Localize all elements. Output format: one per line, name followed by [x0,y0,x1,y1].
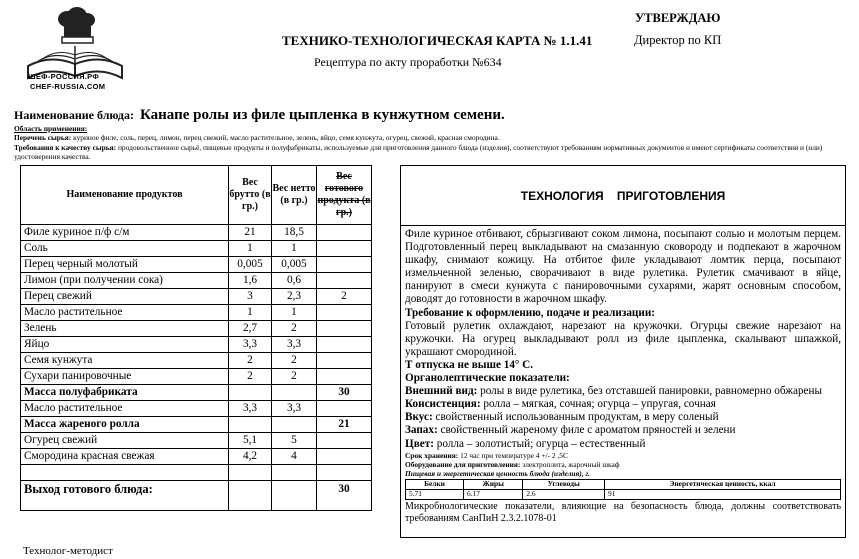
product-name: Яйцо [21,337,229,353]
net-weight: 2 [272,369,317,385]
nutrition-carbs: 2.6 [523,489,605,499]
dish-label: Наименование блюда: [14,108,134,122]
output-value: 30 [317,481,372,511]
ready-weight [317,305,372,321]
net-weight: 1 [272,241,317,257]
output-label: Выход готового блюда: [21,481,229,511]
color-label: Цвет: [405,437,434,450]
quality-requirements [14,143,840,161]
product-name: Масло растительное [21,401,229,417]
output-row [21,481,372,511]
smell-label: Запах: [405,424,438,437]
taste-text: свойственный использованным продуктам, в меру соленый [435,411,719,424]
ready-weight: 21 [317,417,372,433]
gross-weight: 0,005 [229,257,272,273]
product-name: Лимон (при получении сока) [21,273,229,289]
dish-line [14,107,505,124]
table-row [21,417,372,433]
nutrition-header-fat: Жиры [464,479,523,489]
req-text: продовольственное сырьё, пищевые продукты и полуфабрикаты, используемые для приготовления данного блюда (изделия), соответствуют требованиям нормативных документов и имеют сертификаты соответствия и (или) удостоверения качества. [14,143,823,162]
net-weight: 4 [272,449,317,465]
empty-cell [21,465,229,481]
microbiology-text: Микробиологические показатели, влияющие на безопасность блюда, должны соответствовать требованиям СанПиН 2.3.2.1078-01 [405,500,841,524]
table-row [21,257,372,273]
ready-weight [317,449,372,465]
nutrition-table [405,479,841,500]
table-row [21,321,372,337]
smell-line [405,424,841,437]
consistency-line [405,398,841,411]
nutrition-header-protein: Белки [406,479,464,489]
consistency-text: ролла – мягкая, сочная; огурца – упругая, сочная [483,398,716,411]
table-row-empty [21,465,372,481]
document-title: ТЕХНИКО-ТЕХНОЛОГИЧЕСКАЯ КАРТА № 1.1.41 [282,33,593,48]
product-name: Масса жареного ролла [21,417,229,433]
color-line [405,438,841,451]
net-weight: 5 [272,433,317,449]
product-name: Огурец свежий [21,433,229,449]
nutrition-title: Пищевая и энергетическая ценность блюда (изделия), г. [405,468,590,478]
product-name: Перец свежий [21,289,229,305]
ready-weight: 30 [317,385,372,401]
technologist-label: Технолог-методист [23,545,113,557]
product-name: Семя кунжута [21,353,229,369]
ready-weight [317,273,372,289]
empty-cell [272,481,317,511]
gross-weight: 1,6 [229,273,272,289]
raw-label: Перечень сырья: [14,133,72,142]
net-weight: 2 [272,321,317,337]
approve-label: УТВЕРЖДАЮ [635,11,721,25]
table-row [21,433,372,449]
net-weight: 1 [272,305,317,321]
net-weight: 0,6 [272,273,317,289]
dish-name: Канапе ролы из филе цыпленка в кунжутном семени. [139,107,505,123]
gross-weight: 3,3 [229,337,272,353]
equipment-text: электроплита, жарочный шкаф [522,459,620,469]
table-row [21,273,372,289]
equipment-line [405,460,841,469]
col-header-gross: Вес брутто (в гр.) [229,166,272,225]
req-label: Требования к качеству сырья: [14,143,117,152]
gross-weight: 3,3 [229,401,272,417]
gross-weight: 2 [229,369,272,385]
consistency-label: Консистенция: [405,398,481,411]
net-weight: 2 [272,353,317,369]
col-header-ready: Вес готового продукта (в гр.) [317,166,372,225]
net-weight [272,385,317,401]
gross-weight [229,417,272,433]
ready-weight [317,369,372,385]
table-row [21,241,372,257]
storage-text: 12 час при температуре 4 +/- 2 ,5С [460,450,568,460]
gross-weight: 21 [229,225,272,241]
ready-weight [317,353,372,369]
ready-weight [317,337,372,353]
gross-weight: 2 [229,353,272,369]
equipment-label: Оборудование для приготовления: [405,459,521,469]
table-row [21,337,372,353]
gross-weight: 1 [229,241,272,257]
nutrition-header-energy: Энергетическая ценность, ккал [605,479,841,489]
table-row [21,449,372,465]
serve-label: Требование к оформлению, подаче и реализации: [405,306,655,319]
smell-text: свойственный жареному филе с ароматом пряностей и зелени [440,424,736,437]
tech-paragraph-2: Готовый рулетик охлаждают, нарезают на кружочки. Огурцы свежие нарезают на кружочки. На огурец выкладывают ролл из филе цыпленка, скалывают шпажкой, украшают смородиной. [405,319,841,358]
logo-text-en: CHEF-RUSSIA.COM [30,82,106,91]
table-row [21,353,372,369]
taste-line [405,411,841,424]
logo-text-ru: ШЕФ-РОССИЯ.РФ [28,72,100,81]
net-weight [272,417,317,433]
empty-cell [229,481,272,511]
raw-materials [14,133,500,142]
empty-cell [272,465,317,481]
table-row [21,401,372,417]
organoleptic-label: Органолептические показатели: [405,372,570,385]
look-label: Внешний вид: [405,385,478,398]
gross-weight: 3 [229,289,272,305]
net-weight: 3,3 [272,401,317,417]
product-name: Масло растительное [21,305,229,321]
table-row [21,289,372,305]
net-weight: 2,3 [272,289,317,305]
nutrition-energy: 91 [605,489,841,499]
net-weight: 18,5 [272,225,317,241]
gross-weight: 4,2 [229,449,272,465]
product-name: Сухари панировочные [21,369,229,385]
logo [20,4,130,96]
color-text: ролла – золотистый; огурца – естественный [436,437,646,450]
empty-cell [229,465,272,481]
storage-label: Срок хранения: [405,450,459,460]
document-subtitle: Рецептура по акту проработки №634 [314,55,502,69]
nutrition-fat: 6.17 [464,489,523,499]
product-name: Зелень [21,321,229,337]
product-name: Перец черный молотый [21,257,229,273]
nutrition-protein: 5.71 [406,489,464,499]
table-row [21,385,372,401]
product-name: Филе куриное п/ф с/м [21,225,229,241]
raw-text: куриное филе, соль, перец, лимон, перец свежий, масло растительное, зелень, яйцо, семя кунжута, огурец, свежий, красная смородина. [73,133,500,142]
technology-body [401,226,845,525]
net-weight: 0,005 [272,257,317,273]
products-table [20,165,372,511]
ready-weight [317,321,372,337]
table-row [21,305,372,321]
nutrition-header-carbs: Углеводы [523,479,605,489]
net-weight: 3,3 [272,337,317,353]
taste-label: Вкус: [405,411,433,424]
product-name: Смородина красная свежая [21,449,229,465]
ready-weight [317,401,372,417]
temperature: Т отпуска не выше 14° С. [405,358,534,371]
product-name: Соль [21,241,229,257]
table-row [21,369,372,385]
table-row [21,225,372,241]
gross-weight [229,385,272,401]
gross-weight: 1 [229,305,272,321]
gross-weight: 5,1 [229,433,272,449]
director-label: Директор по КП [634,33,722,47]
technology-heading: ТЕХНОЛОГИЯ ПРИГОТОВЛЕНИЯ [401,166,845,226]
product-name: Масса полуфабриката [21,385,229,401]
storage-line [405,451,841,460]
col-header-name: Наименование продуктов [21,166,229,225]
ready-weight [317,241,372,257]
look-line [405,385,841,398]
ready-weight: 2 [317,289,372,305]
look-text: ролы в виде рулетика, без отставшей панировки, равномерно обжарены [480,385,823,398]
ready-weight [317,433,372,449]
scope-label: Область применения: [14,124,88,133]
gross-weight: 2,7 [229,321,272,337]
col-header-net: Вес нетто (в гр.) [272,166,317,225]
ready-weight [317,257,372,273]
empty-cell [317,465,372,481]
tech-paragraph-1: Филе куриное отбивают, сбрызгивают соком лимона, посыпают солью и молотым перцем. Подготовленный перец выкладывают на смазанную сковороду и подпекают в жарочном шкафу, снимают кожицу. На отбитое филе укладывают ломтик перца, посыпают измельченной зеленью, сворачивают в виде рулетика. Рулетик смачивают в яйце, панируют в смеси кунжута с панировочными сухарями, жарят основным способом, доводят до готовности в жарочном шкафу. [405,228,841,306]
ready-weight [317,225,372,241]
technology-section [400,165,846,538]
